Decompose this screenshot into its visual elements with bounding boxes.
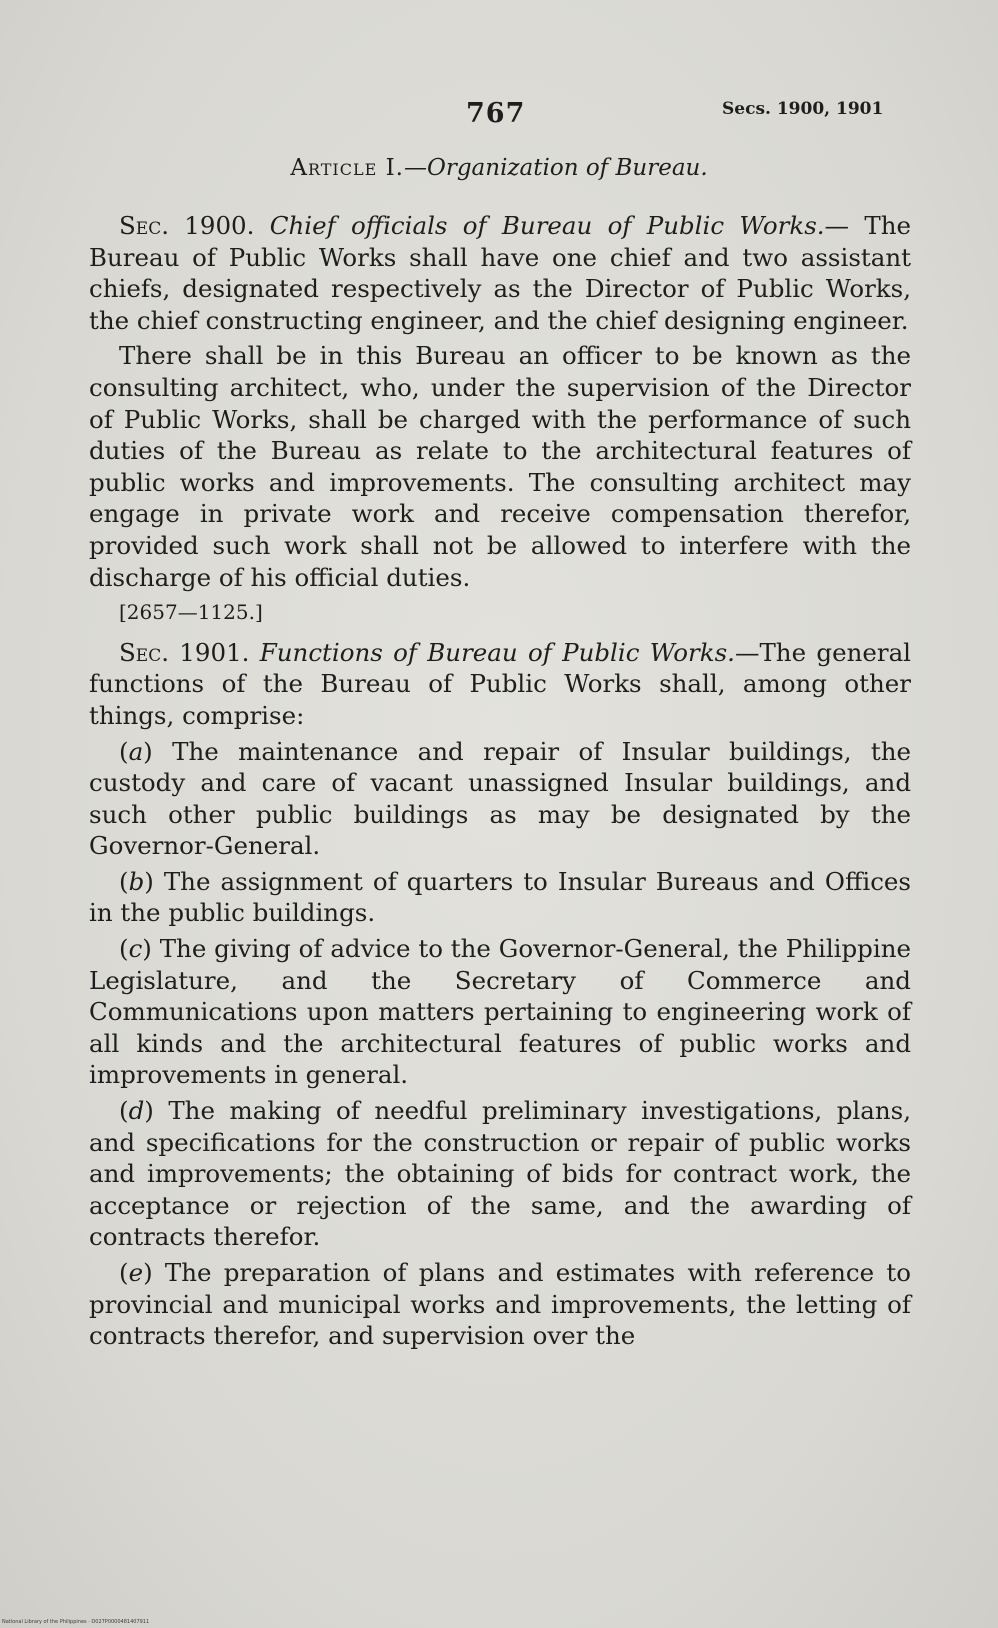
section-reference: Secs. 1900, 1901 <box>722 99 884 119</box>
article-label: Article I. <box>290 155 404 181</box>
item-letter: d <box>128 1096 145 1126</box>
section-1900-paragraph-1 <box>89 210 911 336</box>
section-1901-label: Sec. 1901. <box>119 637 250 667</box>
article-title: —Organization of Bureau. <box>403 155 708 181</box>
section-1900-citation: [2657—1125.] <box>119 600 263 625</box>
item-letter: c <box>128 934 143 964</box>
section-1900-title: Chief officials of Bureau of Public Works.— <box>269 211 850 240</box>
item-letter: b <box>128 866 145 896</box>
section-1900-text-2: There shall be in this Bureau an officer to be known as the consulting architect, who, under the supervision of the Director of Public Works, shall be charged with the performance of such duties of the Bureau as relate to the architectural features of public works and improvements. The consulting architect may engage in private work and receive compensation therefor, provided such work shall not be allowed to interfere with the discharge of his official duties. <box>89 341 911 592</box>
section-1901-intro <box>89 637 911 732</box>
page-header <box>0 92 998 132</box>
list-item: (d) The making of needful preliminary investigations, plans, and specifications for the construction or repair of public works and improvements; the obtaining of bids for contract work, the acceptance or rejection of the same, and the awarding of contracts therefor. <box>89 1096 911 1252</box>
document-body <box>89 210 911 1356</box>
page-number: 767 <box>466 98 526 129</box>
item-text: The maintenance and repair of Insular buildings, the custody and care of vacant unassigned Insular buildings, and such other public buildings as may be designated by the Governor-General. <box>89 736 911 861</box>
item-text: The assignment of quarters to Insular Bureaus and Offices in the public buildings. <box>89 866 911 928</box>
item-letter: e <box>128 1258 144 1287</box>
list-item: (b) The assignment of quarters to Insular Bureaus and Offices in the public buildings. <box>89 866 911 928</box>
archive-footer-note: National Library of the Philippines · D027P0000481407911 <box>2 1619 150 1625</box>
item-text: The giving of advice to the Governor-General, the Philippine Legislature, and the Secretary of Commerce and Communications upon matters pertaining to engineering work of all kinds and the architectural features of public works and improvements in general. <box>89 934 911 1090</box>
item-text: The making of needful preliminary investigations, plans, and specifications for the construction or repair of public works and improvements; the obtaining of bids for contract work, the acceptance or rejection of the same, and the awarding of contracts therefor. <box>89 1096 911 1252</box>
list-item: (c) The giving of advice to the Governor-General, the Philippine Legislature, and the Secretary of Commerce and Communications upon matters pertaining to engineering work of all kinds and the architectural features of public works and improvements in general. <box>89 934 911 1090</box>
section-1900-text-1: The Bureau of Public Works shall have one chief and two assistant chiefs, designated respectively as the Director of Public Works, the chief constructing engineer, and the chief designing engineer. <box>89 211 911 335</box>
section-1901-intro-text: —The general functions of the Bureau of Public Works shall, among other things, comprise: <box>89 637 912 730</box>
section-1901-title: Functions of Bureau of Public Works. <box>259 637 735 667</box>
item-letter: a <box>128 736 144 766</box>
list-item: (e) The preparation of plans and estimates with reference to provincial and municipal works and improvements, the letting of contracts therefor, and supervision over the <box>89 1258 911 1351</box>
item-text: The preparation of plans and estimates with reference to provincial and municipal works and improvements, the letting of contracts therefor, and supervision over the <box>89 1258 911 1351</box>
section-1900-label: Sec. 1900. <box>119 211 255 240</box>
section-1900-paragraph-2 <box>89 340 911 593</box>
article-heading <box>0 155 998 181</box>
list-item: (a) The maintenance and repair of Insular buildings, the custody and care of vacant unassigned Insular buildings, and such other public buildings as may be designated by the Governor-General. <box>89 736 911 861</box>
